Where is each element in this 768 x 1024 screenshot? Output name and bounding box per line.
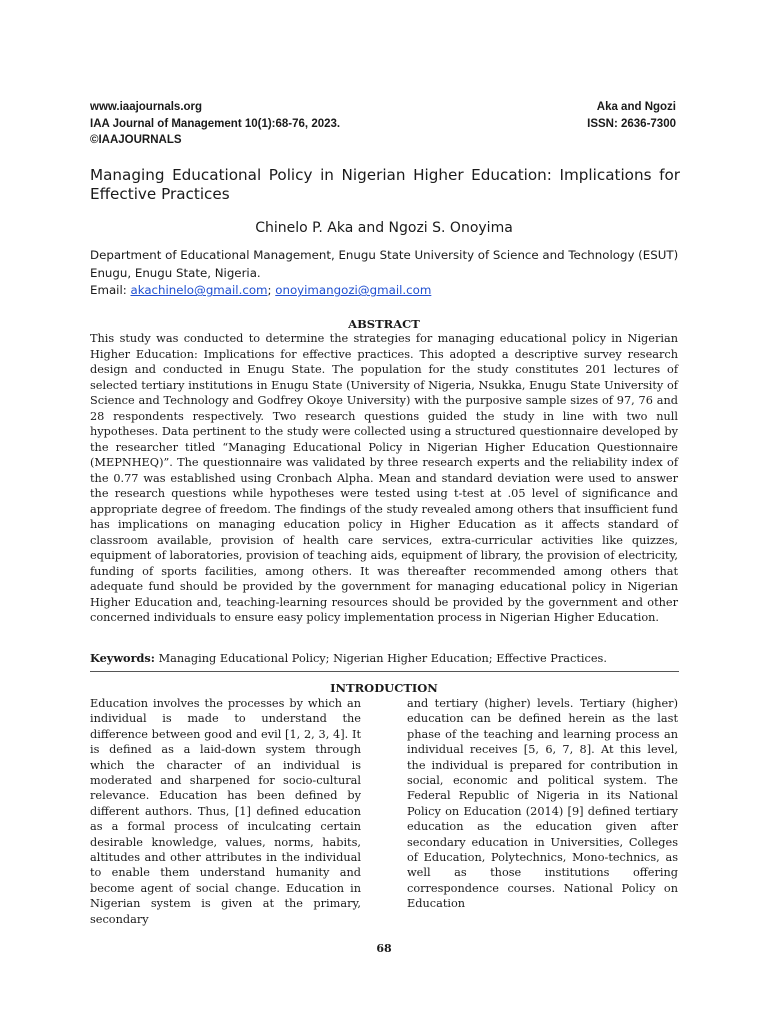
journal-copyright: ©IAAJOURNALS	[90, 134, 182, 146]
keywords-text: Managing Educational Policy; Nigerian Higher Education; Effective Practices.	[158, 652, 607, 665]
abstract-heading: ABSTRACT	[348, 317, 420, 331]
email-separator: ;	[267, 283, 272, 298]
journal-website: www.iaajournals.org	[90, 101, 203, 113]
keywords-label: Keywords:	[90, 651, 155, 665]
abstract-body: This study was conducted to determine the strategies for managing educational policy in Nigerian Higher Education: Implications for effective practices. This adopted a descriptive survey research design and conducted in Enugu State. The population for the study constitutes 201 lectures of selected tertiary institutions in Enugu State (University of Nigeria, Nsukka, Enugu State University of Science and Technology and Godfrey Okoye University) with the purposive sample sizes of 97, 76 and 28 respondents respectively. Two research questions guided the study in line with two null hypotheses. Data pertinent to the study were collected using a structured questionnaire developed by the researcher titled “Managing Educational Policy in Nigerian Higher Education Questionnaire (MEPNHEQ)”. The questionnaire was validated by three research experts and the reliability index of the 0.77 was established using Cronbach Alpha. Mean and standard deviation were used to answer the research questions while hypotheses were tested using t-test at .05 level of significance and appropriate degree of freedom. The findings of the study revealed among others that insufficient fund has implications on managing education policy in Higher Education as it affects standard of classroom available, provision of health care services, extra-curricular activities like quizzes, equipment of laboratories, provision of teaching aids, equipment of library, the provision of electricity, funding of sports facilities, among others. It was thereafter recommended among others that adequate fund should be provided by the government for managing educational policy in Nigerian Higher Education and, teaching-learning resources should be provided by the government and other concerned individuals to ensure easy policy implementation process in Nigerian Higher Education.	[90, 332, 678, 624]
affiliation-text: Department of Educational Management, Enugu State University of Science and Technology (ESUT) Enugu, Enugu State, Nigeria.	[90, 248, 679, 280]
issn: ISSN: 2636-7300	[587, 117, 676, 130]
introduction-heading: INTRODUCTION	[330, 681, 438, 695]
email-link-1[interactable]: akachinelo@gmail.com	[130, 283, 268, 298]
paper-title: Managing Educational Policy in Nigerian Higher Education: Implications for Effective Practices	[90, 166, 680, 203]
introduction-left-column: Education involves the processes by which an individual is made to understand the difference between good and evil [1, 2, 3, 4]. It is defined as a laid-down system through which the character of an individual is moderated and sharpened for socio-cultural relevance. Education has been defined by different authors. Thus, [1] defined education as a formal process of inculcating certain desirable knowledge, values, norms, habits, altitudes and other attributes in the individual to enable them understand humanity and become agent of social change. Education in Nigerian system is given at the primary, secondary	[90, 697, 361, 926]
email-link-2[interactable]: onoyimangozi@gmail.com	[275, 283, 432, 298]
journal-citation: IAA Journal of Management 10(1):68-76, 2023.	[90, 117, 341, 130]
keywords-line	[90, 651, 678, 667]
email-label: Email:	[90, 283, 127, 298]
journal-header-left	[90, 99, 340, 149]
paper-authors: Chinelo P. Aka and Ngozi S. Onoyima	[255, 220, 513, 236]
running-authors: Aka and Ngozi	[596, 101, 676, 113]
page-number: 68	[376, 942, 392, 955]
introduction-right-column: and tertiary (higher) levels. Tertiary (higher) education can be defined herein as the last phase of the teaching and learning process an individual receives [5, 6, 7, 8]. At this level, the individual is prepared for contribution in social, economic and political system. The Federal Republic of Nigeria in its National Policy on Education (2014) [9] defined tertiary education as the education given after secondary education in Universities, Colleges of Education, Polytechnics, Mono-technics, as well as those institutions offering correspondence courses. National Policy on Education	[407, 697, 678, 911]
affiliation-block	[90, 247, 690, 300]
journal-header-right	[587, 99, 676, 132]
email-line	[90, 282, 690, 300]
section-divider	[90, 671, 679, 672]
